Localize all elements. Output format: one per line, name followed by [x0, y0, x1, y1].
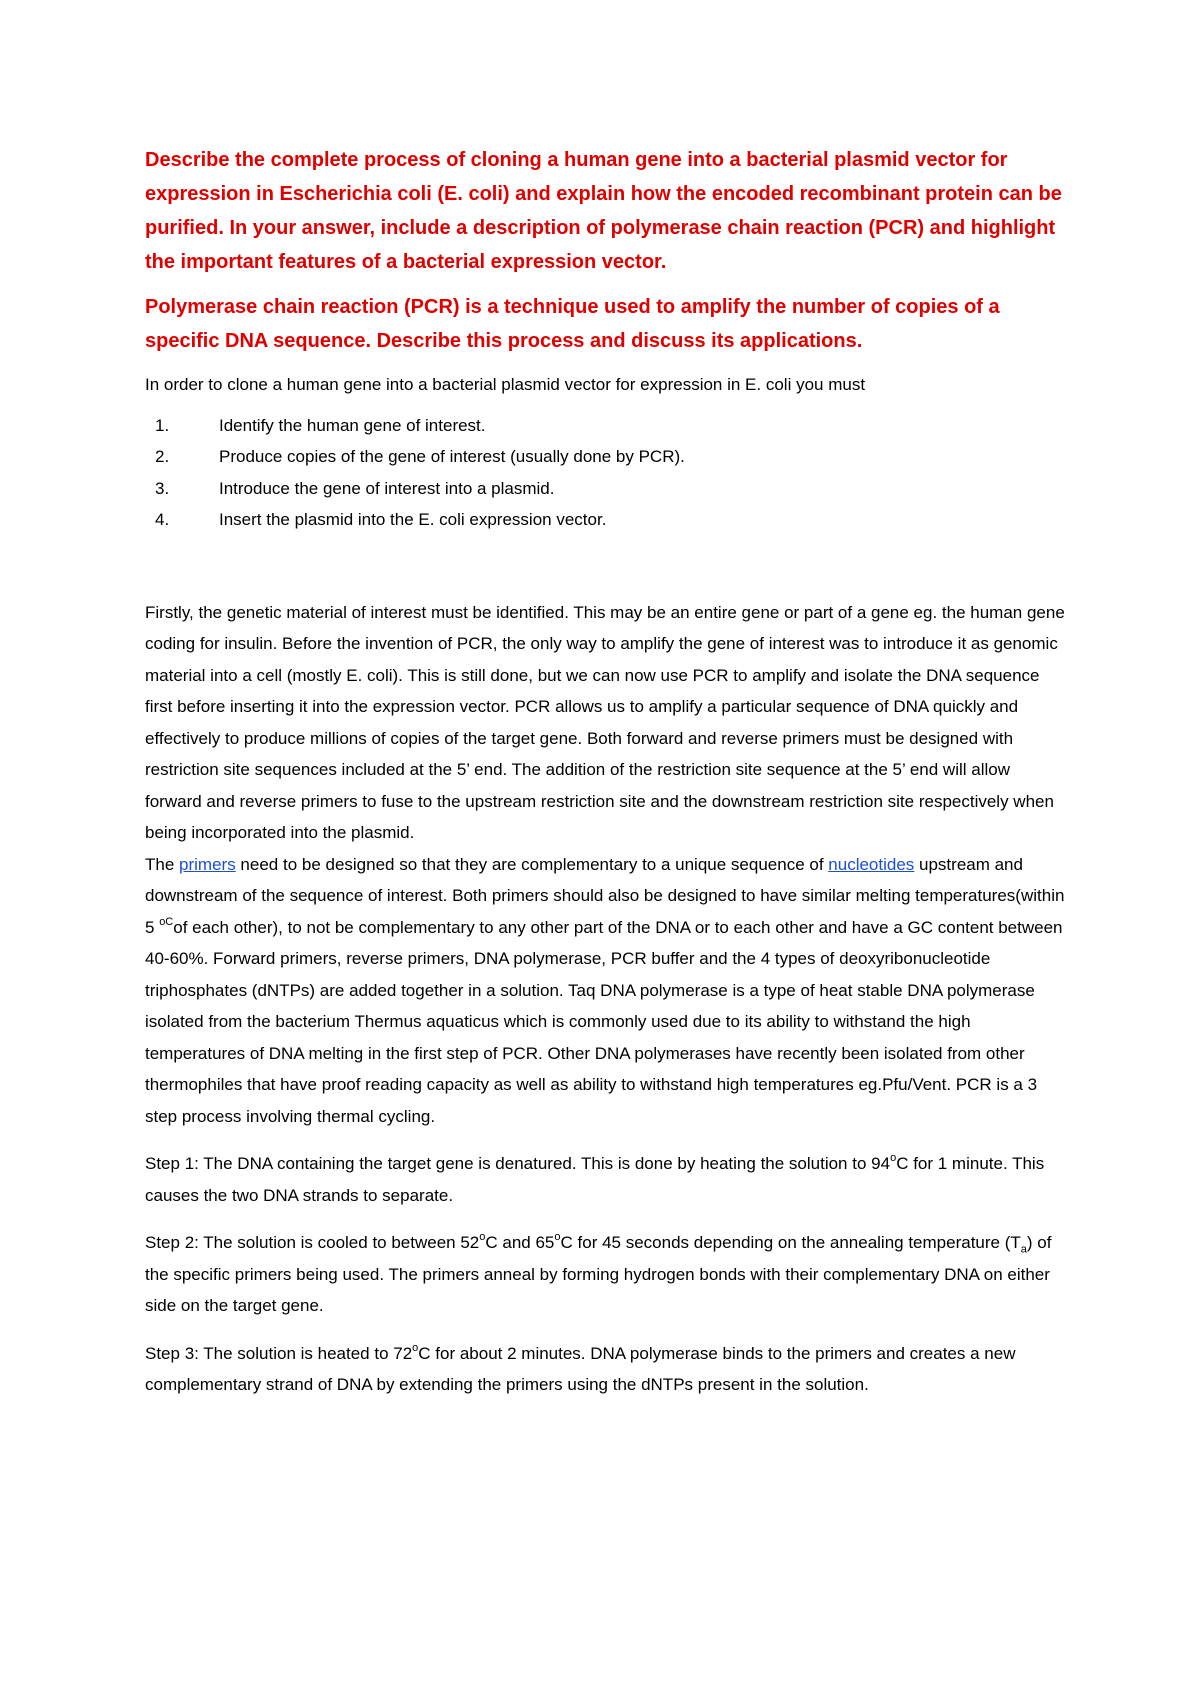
degree-superscript: oC — [159, 915, 174, 928]
degree-superscript: o — [412, 1341, 419, 1354]
step-label: Step 2: — [145, 1233, 199, 1252]
text-run: upstream and downstream of the sequence of interest. Both primers should also be designed to have similar melting temperatures(within 5 — [145, 854, 1065, 937]
text-run: need to be designed so that they are complementary to a unique sequence of — [235, 854, 829, 874]
step-label: Step 3: — [145, 1343, 199, 1363]
question-1: Describe the complete process of cloning a human gene into a bacterial plasmid vector for expression in Escherichia coli (E. coli) and explain how the encoded recombinant protein can be purified. In your answer, include a description of polymerase chain reaction (PCR) and highlight the important features of a bacterial expression vector. — [145, 149, 1062, 273]
text-run: C and 65 — [485, 1233, 555, 1252]
list-text: Introduce the gene of interest into a plasmid. — [219, 478, 555, 498]
degree-superscript: o — [554, 1231, 561, 1244]
list-text: Insert the plasmid into the E. coli expression vector. — [219, 510, 607, 529]
cloning-steps-list — [145, 410, 1065, 536]
text-run: C for 45 seconds depending on the annealing temperature (T — [560, 1233, 1021, 1252]
step-2-paragraph — [145, 1227, 1065, 1322]
list-text: Identify the human gene of interest. — [219, 415, 486, 435]
list-item — [145, 504, 1065, 536]
list-text: Produce copies of the gene of interest (usually done by PCR). — [219, 447, 685, 466]
list-number: 4. — [155, 510, 170, 529]
text-run: The DNA containing the target gene is denatured. This is done by heating the solution to 94 — [198, 1154, 891, 1173]
step-1-paragraph — [145, 1148, 1065, 1211]
primers-link[interactable]: primers — [179, 854, 236, 874]
list-item — [145, 473, 1065, 505]
step-label: Step 1: — [145, 1154, 199, 1173]
text-run: ) of the specific primers being used. The primers anneal by forming hydrogen bonds with their complementary DNA on either side on the target gene. — [145, 1233, 1052, 1315]
text-run: The solution is cooled to between 52 — [198, 1233, 480, 1252]
degree-superscript: o — [890, 1152, 897, 1165]
list-number: 1. — [155, 415, 170, 435]
text-run: of each other), to not be complementary to any other part of the DNA or to each other and have a GC content between 40-60%. Forward primers, reverse primers, DNA polymerase, PCR buffer and the 4 types of deoxyribonucleotide triphosphates (dNTPs) are added together in a solution. Taq DNA polymerase is a type of heat stable DNA polymerase isolated from the bacterium Thermus aquaticus which is commonly used due to its ability to withstand the high temperatures of DNA melting in the first step of PCR. Other DNA polymerases have recently been isolated from other thermophiles that have proof reading capacity as well as ability to withstand high temperatures eg.Pfu/Vent. PCR is a 3 step process involving thermal cycling. — [145, 917, 1063, 1126]
list-item — [145, 410, 1065, 442]
list-number: 3. — [155, 478, 170, 498]
text-run: The solution is heated to 72 — [198, 1343, 413, 1363]
text-run: C for about 2 minutes. DNA polymerase binds to the primers and creates a new complementary strand of DNA by extending the primers using the dNTPs present in the solution. — [145, 1343, 1016, 1394]
intro-paragraph: In order to clone a human gene into a bacterial plasmid vector for expression in E. coli you must — [145, 375, 866, 394]
paragraph-primers — [145, 849, 1065, 1133]
degree-superscript: o — [479, 1231, 486, 1244]
list-number: 2. — [155, 447, 170, 466]
paragraph-genetic-material: Firstly, the genetic material of interest must be identified. This may be an entire gene or part of a gene eg. the human gene coding for insulin. Before the invention of PCR, the only way to amplify the gene of interest was to introduce it as genomic material into a cell (mostly E. coli). This is still done, but we can now use PCR to amplify and isolate the DNA sequence first before inserting it into the expression vector. PCR allows us to amplify a particular sequence of DNA quickly and effectively to produce millions of copies of the target gene. Both forward and reverse primers must be designed with restriction site sequences included at the 5’ end. The addition of the restriction site sequence at the 5’ end will allow forward and reverse primers to fuse to the upstream restriction site and the downstream restriction site respectively when being incorporated into the plasmid. — [145, 602, 1065, 842]
nucleotides-link[interactable]: nucleotides — [828, 854, 915, 874]
question-2: Polymerase chain reaction (PCR) is a technique used to amplify the number of copies of a specific DNA sequence. Describe this process and discuss its applications. — [145, 296, 1000, 352]
step-3-paragraph — [145, 1338, 1065, 1401]
subscript: a — [1020, 1243, 1027, 1256]
document-content — [145, 143, 1065, 1401]
spacer — [145, 536, 1065, 597]
text-run: C for 1 minute. This causes the two DNA strands to separate. — [145, 1154, 1045, 1205]
text-run: The — [145, 854, 180, 874]
list-item — [145, 441, 1065, 473]
